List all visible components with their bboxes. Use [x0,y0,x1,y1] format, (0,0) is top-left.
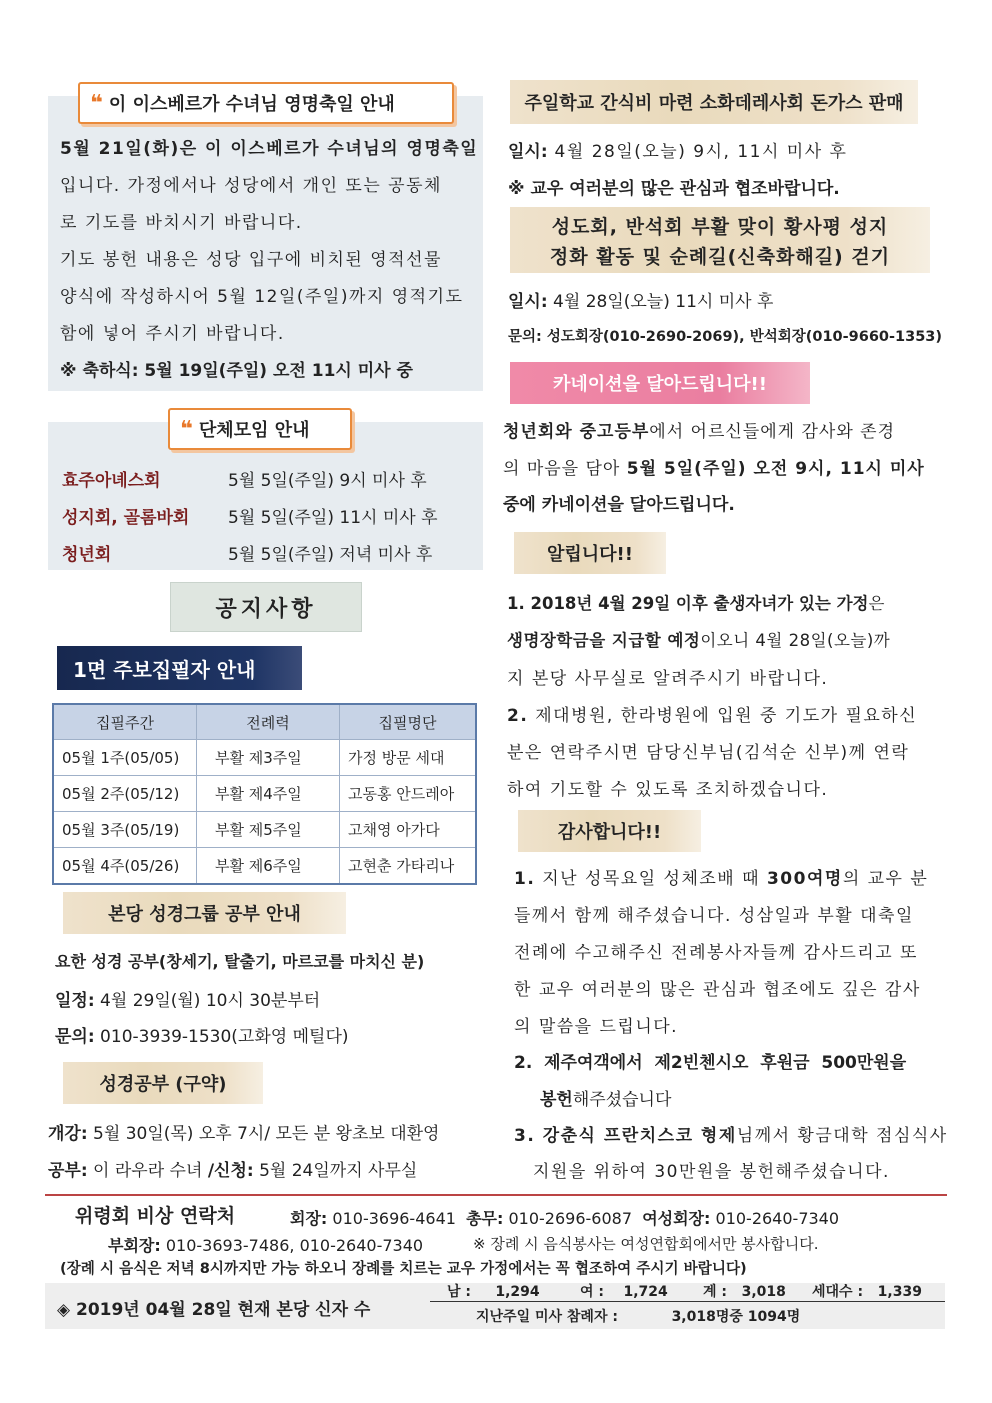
snack-header: 주일학교 간식비 마련 소화데레사회 돈가스 판매 [510,80,918,124]
bible-group-schedule [55,986,320,1011]
bible-study-open [48,1119,439,1144]
secretary-value: 010-2696-6087 [503,1209,633,1228]
contacts-note: (장례 시 음식은 저녁 8시까지만 가능 하오니 장례를 치르는 교우 가정에서는 꼭 협조하여 주시기 바랍니다) [60,1260,747,1277]
bible-group-header: 본당 성경그룹 공부 안내 [63,892,346,934]
thanks-num: 1. [514,869,536,889]
total-label: 계 : [703,1284,727,1300]
table-row [53,740,476,776]
feast-line: 5월 21일(화)은 이 이스베르가 수녀님의 영명축일 [60,139,479,159]
attend-label: 지난주일 미사 참례자 : [476,1309,618,1325]
women-label: 여성회장: [642,1209,711,1228]
thanks-header: 감사합니다!! [518,810,701,852]
male-value: 1,294 [495,1284,540,1300]
secretary-label: 총무: [466,1209,504,1228]
schedule-value: 4월 29일(월) 10시 30분부터 [94,991,321,1011]
vice-value: 010-3693-7486, 010-2640-7340 [160,1236,424,1255]
thanks-text: 해주셨습니다 [572,1090,672,1110]
table-cell: 고현춘 가타리나 [340,848,477,885]
president-value: 010-3696-4641 [327,1209,456,1228]
bible-group-line: 요한 성경 공부(창세기, 탈출기, 마르코를 마치신 분) [55,952,425,971]
thanks-line: 들께서 함께 해주셨습니다. 성삼일과 부활 대축일 [514,906,914,926]
announce-line: 분은 연락주시면 담당신부님(김석순 신부)께 연락 [507,743,910,763]
table-cell: 05월 2주(05/12) [53,776,197,812]
stats-label: ◈ 2019년 04월 28일 현재 본당 신자 수 [57,1300,371,1320]
apply-value: 5월 24일까지 사무실 [253,1161,418,1181]
inquiry-label: 문의: [55,1027,95,1047]
table-header-row [53,704,476,740]
announce-bold: 생명장학금을 지급할 예정 [507,631,701,650]
snack-date [508,137,847,162]
table-cell: 05월 1주(05/05) [53,740,197,776]
women-value: 010-2640-7340 [710,1209,840,1228]
carnation-line: 중에 카네이션을 달아드립니다. [503,495,735,515]
feast-line: 기도 봉헌 내용은 성당 입구에 비치된 영적선물 [60,250,442,270]
contacts-row-2 [108,1233,423,1256]
table-row [53,776,476,812]
pilgrim-title-1: 성도회, 반석회 부활 맞이 황사평 성지 [551,215,889,238]
open-value: 5월 30일(목) 오후 7시/ 모든 분 왕초보 대환영 [87,1124,440,1144]
contacts-note: ※ 장례 시 음식봉사는 여성연합회에서만 봉사합니다. [473,1235,819,1253]
thanks-line: 의 말씀을 드립니다. [514,1017,679,1037]
carnation-bold: 5월 5일(주일) 오전 9시, 11시 미사 [626,459,925,479]
group-time: 5월 5일(주일) 9시 미사 후 [228,471,427,491]
thanks-line: 전례에 수고해주신 전례봉사자들께 감사드리고 또 [514,943,918,963]
group-name: 청년회 [62,545,112,565]
pilgrim-header [510,207,930,273]
feast-title: 이 이스베르가 수녀님 영명축일 안내 [108,94,395,115]
announce-bold: 1. 2018년 4월 29일 이후 출생자녀가 있는 가정 [507,594,869,613]
notice-title: 공지사항 [170,582,362,632]
feast-line: ※ 축하식: 5월 19일(주일) 오전 11시 미사 중 [60,361,413,381]
date-value: 4월 28일(오늘) 11시 미사 후 [547,292,774,312]
table-cell: 부활 제3주일 [197,740,340,776]
group-name: 효주아녜스회 [62,471,161,491]
group-name: 성지회, 골롬바회 [62,508,190,528]
writers-table [52,703,477,885]
writers-header: 1면 주보집필자 안내 [57,646,302,690]
thanks-line: 2. 제주여객에서 제2빈첸시오 후원금 500만원을 [514,1053,907,1073]
date-value: 4월 28일(오늘) 9시, 11시 미사 후 [547,142,848,162]
footer-divider [45,1194,947,1196]
announce-header: 알립니다!! [514,532,666,574]
thanks-bold: 봉헌 [540,1090,573,1110]
announce-line [507,627,890,651]
feast-line: 양식에 작성하시어 5월 12일(주일)까지 영적기도 [60,287,464,307]
column-header: 전례력 [197,704,340,740]
attend-value: 3,018명중 1094명 [671,1309,801,1325]
thanks-text: 지난 성목요일 성체조배 때 [535,869,767,889]
table-row [53,848,476,885]
snack-note: ※ 교우 여러분의 많은 관심과 협조바랍니다. [508,179,840,199]
announce-line: 하여 기도할 수 있도록 조치하겠습니다. [507,780,829,800]
study-label: 공부: [48,1161,88,1181]
announce-text: 제대병원, 한라병원에 입원 중 기도가 필요하신 [528,706,918,726]
study-value: 이 라우라 수녀 [87,1161,208,1181]
date-label: 일시: [508,142,548,162]
feast-line: 입니다. 가정에서나 성당에서 개인 또는 공동체 [60,176,442,196]
table-cell: 고채영 아가다 [340,812,477,848]
announce-text: 이오니 4월 28일(오늘)까 [700,631,891,650]
table-cell: 05월 4주(05/26) [53,848,197,885]
bible-study-header: 성경공부 (구약) [63,1062,263,1104]
bracket-icon: ❝ [180,416,193,442]
feast-line: 함에 넣어 주시기 바랍니다. [60,324,285,344]
carnation-line [503,454,925,479]
carnation-text: 에서 어르신들에게 감사와 존경 [649,422,895,442]
table-cell: 부활 제4주일 [197,776,340,812]
stats-female [580,1281,668,1301]
table-cell: 부활 제6주일 [197,848,340,885]
carnation-header: 카네이션을 달아드립니다!! [510,362,810,404]
feast-header [78,82,454,124]
households-value: 1,339 [877,1284,922,1300]
carnation-line [503,417,895,442]
announce-line: 지 본당 사무실로 알려주시기 바랍니다. [507,669,829,689]
thanks-line [540,1085,671,1110]
contacts-row-1 [290,1206,839,1229]
announce-text: 은 [868,594,885,613]
thanks-line [514,864,928,889]
schedule-label: 일정: [55,991,95,1011]
female-label: 여 : [580,1284,604,1300]
stats-attend [476,1306,800,1326]
carnation-text: 의 마음을 담아 [503,459,627,479]
thanks-line: 지원을 위하여 30만원을 봉헌해주셨습니다. [533,1162,890,1182]
thanks-bold: 3. 강춘식 프란치스코 형제 [514,1126,737,1146]
apply-label: /신청: [207,1161,254,1181]
female-value: 1,724 [623,1284,668,1300]
households-label: 세대수 : [812,1284,864,1300]
total-value: 3,018 [741,1284,786,1300]
groups-title: 단체모임 안내 [198,420,310,441]
bible-study-study [48,1156,417,1181]
group-time: 5월 5일(주일) 11시 미사 후 [228,508,438,528]
contacts-title: 위령회 비상 연락처 [75,1205,236,1227]
stats-households [812,1281,922,1301]
groups-header [168,408,352,450]
table-row [53,812,476,848]
table-cell: 가정 방문 세대 [340,740,477,776]
carnation-bold: 청년회와 중고등부 [503,422,650,442]
group-time: 5월 5일(주일) 저녁 미사 후 [228,545,433,565]
feast-line: 로 기도를 바치시기 바랍니다. [60,213,303,233]
thanks-text: 님께서 황금대학 점심식사 [736,1126,948,1146]
announce-line [507,701,917,726]
stats-rule [430,1301,945,1302]
column-header: 집필주간 [53,704,197,740]
announce-line [507,590,884,614]
pilgrim-date [508,287,773,312]
thanks-bold: 300여명 [766,869,843,889]
table-cell: 05월 3주(05/19) [53,812,197,848]
pilgrim-inquiry: 문의: 성도회장(010-2690-2069), 반석회장(010-9660-1353) [508,329,943,345]
column-header: 집필명단 [340,704,477,740]
thanks-line: 한 교우 여러분의 많은 관심과 협조에도 깊은 감사 [514,980,921,1000]
date-label: 일시: [508,292,548,312]
male-label: 남 : [447,1284,471,1300]
president-label: 회장: [290,1209,328,1228]
pilgrim-title-2: 정화 활동 및 순례길(신축화해길) 걷기 [549,245,891,268]
thanks-text: 의 교우 분 [842,869,929,889]
table-cell: 고동홍 안드레아 [340,776,477,812]
bracket-icon: ❝ [90,90,103,116]
table-cell: 부활 제5주일 [197,812,340,848]
open-label: 개강: [48,1124,88,1144]
bible-group-inquiry [55,1022,349,1047]
stats-total [703,1281,786,1301]
stats-male [447,1281,540,1301]
thanks-line [514,1121,948,1146]
announce-num: 2. [507,706,529,726]
inquiry-value: 010-3939-1530(고화영 메틸다) [94,1027,349,1047]
vice-label: 부회장: [108,1236,161,1255]
